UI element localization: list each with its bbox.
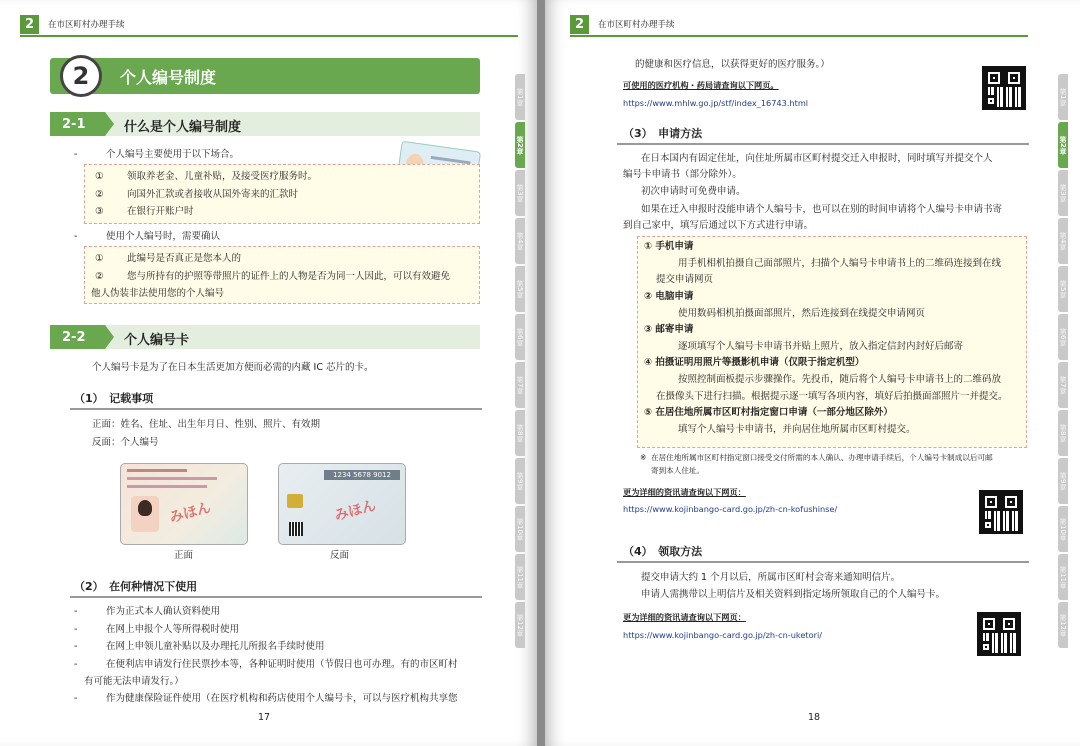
item-text: 领取养老金、儿童补贴，及接受医疗服务时。 bbox=[127, 171, 318, 182]
detail-heading: 更为详细的资讯请查询以下网页： bbox=[623, 612, 746, 622]
tab-label: 第5章 bbox=[516, 279, 524, 299]
bullet-dash: - bbox=[74, 623, 78, 635]
chapter-tab[interactable] bbox=[1058, 410, 1068, 456]
card-number: 1234 5678 9012 bbox=[324, 470, 400, 480]
back-description: 反面：个人编号 bbox=[92, 437, 159, 448]
section-number: 2-1 bbox=[50, 112, 105, 136]
paragraph-continuation: 的健康和医疗信息，以获得更好的医疗服务。） bbox=[635, 59, 830, 70]
list-item bbox=[74, 638, 494, 656]
tab-label: 第10章 bbox=[516, 517, 524, 541]
chapter-tab[interactable] bbox=[515, 218, 525, 264]
tab-label: 第1章 bbox=[1059, 87, 1067, 107]
item-text: 在银行开账户时 bbox=[127, 206, 194, 218]
header-title: 在市区町村办理手续 bbox=[48, 20, 125, 30]
bullet-dash: - bbox=[74, 606, 78, 617]
tab-label: 第9章 bbox=[1059, 471, 1067, 491]
sample-stamp: みほん bbox=[167, 499, 213, 527]
tab-label: 第4章 bbox=[516, 231, 524, 251]
chapter-tabs bbox=[1058, 74, 1080, 650]
chapter-tab[interactable] bbox=[1058, 170, 1068, 216]
tab-label: 第6章 bbox=[516, 327, 524, 347]
section-arrow bbox=[105, 325, 114, 349]
subheading-3: （3） 申请方法 bbox=[623, 127, 703, 140]
tab-label: 第11章 bbox=[1059, 565, 1067, 589]
subheading-4: （4） 领取方法 bbox=[623, 545, 703, 558]
situation-item: 作为健康保险证件使用（在医疗机构和药店使用个人编号卡，可以与医疗机构共享您 bbox=[106, 693, 458, 704]
section-number: 2-2 bbox=[50, 325, 105, 349]
paragraph: 在日本国内有固定住址，向住址所属市区町村提交迁入申报时，同时填写并提交个人 bbox=[641, 153, 993, 164]
chapter-tab[interactable] bbox=[1058, 506, 1068, 552]
chapter-tab[interactable] bbox=[515, 266, 525, 312]
method-description: 填写个人编号卡申请书，并向居住地所属市区町村提交。 bbox=[678, 423, 916, 435]
tab-label: 第3章 bbox=[1059, 183, 1067, 203]
check-continuation: 他人伪装非法使用您的个人编号 bbox=[91, 288, 225, 300]
method-description: 按照控制面板提示步骤操作。先投币，随后将个人编号卡申请书上的二维码放 bbox=[678, 374, 1002, 385]
situation-item: 在网上申领儿童补贴以及办理托儿所报名手续时使用 bbox=[106, 641, 325, 653]
note-line: 寄到本人住址。 bbox=[651, 465, 705, 475]
tab-label: 第12章 bbox=[1059, 613, 1067, 637]
left-page bbox=[0, 0, 537, 746]
chapter-tabs bbox=[515, 74, 537, 650]
section-arrow bbox=[105, 112, 114, 136]
section-2-2-heading bbox=[50, 325, 480, 349]
bullet-dash: - bbox=[74, 693, 78, 704]
checks-box bbox=[84, 246, 480, 304]
tab-label: 第2章 bbox=[1059, 135, 1067, 155]
chapter-tab[interactable] bbox=[515, 554, 525, 600]
chapter-number: 2 bbox=[60, 55, 102, 97]
method-description: 逐项填写个人编号卡申请书并贴上照片，放入指定信封内封好后邮寄 bbox=[678, 340, 964, 352]
list-item bbox=[95, 268, 479, 286]
chapter-tab[interactable] bbox=[515, 362, 525, 408]
method-description: 提交申请网页 bbox=[656, 274, 714, 286]
bullet-dash: - bbox=[74, 231, 78, 242]
note-text bbox=[651, 452, 1031, 478]
card-back-label: 反面 bbox=[330, 550, 350, 561]
chapter-tab[interactable] bbox=[515, 314, 525, 360]
front-description: 正面：姓名、住址、出生年月日、性别、照片、有效期 bbox=[92, 419, 321, 430]
note-mark: ※ bbox=[640, 453, 647, 462]
qr-code-icon bbox=[289, 522, 303, 536]
tab-label: 第9章 bbox=[516, 471, 524, 491]
method-heading: ⑤ 在居住地所属市区町村指定窗口申请（一部分地区除外） bbox=[644, 407, 893, 419]
tab-label: 第1章 bbox=[516, 87, 524, 107]
chapter-tab[interactable] bbox=[515, 122, 525, 168]
tab-label: 第7章 bbox=[1059, 375, 1067, 395]
subheading-1: （1） 记载事项 bbox=[74, 392, 154, 405]
header-rule bbox=[20, 35, 518, 37]
chapter-tab[interactable] bbox=[1058, 314, 1068, 360]
situation-item: 在便利店申请发行住民票抄本等，各种证明时使用（节假日也可办理。有的市区町村 bbox=[106, 658, 458, 670]
url-link-2[interactable]: https://www.kojinbango-card.go.jp/zh-cn-uketori/ bbox=[623, 630, 823, 640]
method-heading: ③ 邮寄申请 bbox=[644, 324, 694, 336]
subheading-rule bbox=[70, 596, 482, 598]
page-header bbox=[570, 13, 675, 35]
chapter-tab[interactable] bbox=[515, 410, 525, 456]
methods-box bbox=[637, 236, 1027, 448]
situation-continuation: 有可能无法申请发行。） bbox=[84, 676, 184, 687]
item-number: ③ bbox=[95, 206, 104, 218]
sample-stamp: みほん bbox=[332, 497, 378, 525]
paragraph: 初次申请时可免费申请。 bbox=[641, 186, 746, 197]
tab-label: 第8章 bbox=[1059, 423, 1067, 443]
page-number: 18 bbox=[808, 712, 821, 723]
note-line: 在居住地所属市区町村指定窗口接受交付所需的本人确认、办理申请手续后，个人编号卡制成以后可邮 bbox=[651, 453, 993, 462]
tab-label: 第5章 bbox=[1059, 279, 1067, 299]
card-back-image bbox=[278, 463, 406, 545]
chapter-badge: 2 bbox=[570, 15, 589, 34]
subheading-2: （2） 在何种情况下使用 bbox=[74, 580, 198, 593]
header-rule bbox=[570, 35, 1028, 37]
chapter-tab[interactable] bbox=[1058, 602, 1068, 648]
item-text: 向国外汇款或者接收从国外寄来的汇款时 bbox=[127, 188, 299, 200]
chapter-tab[interactable] bbox=[1058, 458, 1068, 504]
section-2-1-heading bbox=[50, 112, 480, 136]
bullet-dash: - bbox=[74, 658, 78, 670]
tab-label: 第7章 bbox=[516, 375, 524, 395]
qr-code-icon bbox=[979, 490, 1023, 534]
url-link-1[interactable]: https://www.kojinbango-card.go.jp/zh-cn-kofushinse/ bbox=[623, 504, 838, 514]
subheading-rule bbox=[70, 408, 482, 410]
item-number: ① bbox=[95, 171, 104, 182]
card-photo bbox=[131, 496, 159, 532]
item-number: ② bbox=[95, 188, 104, 200]
section-title: 什么是个人编号制度 bbox=[124, 120, 242, 135]
item-number: ① bbox=[95, 253, 104, 264]
tab-label: 第2章 bbox=[516, 135, 524, 155]
item-number: ② bbox=[95, 270, 104, 282]
method-description: 用手机相机拍摄自己面部照片，扫描个人编号卡申请书上的二维码连接到在线 bbox=[678, 257, 1002, 269]
list-item bbox=[95, 250, 479, 268]
situation-item: 作为正式本人确认资料使用 bbox=[106, 606, 221, 617]
method-heading: ② 电脑申请 bbox=[644, 290, 694, 302]
card-front-label: 正面 bbox=[174, 550, 194, 561]
chapter-tab[interactable] bbox=[1058, 218, 1068, 264]
chapter-banner bbox=[50, 58, 480, 94]
list-item bbox=[74, 603, 494, 621]
list-item bbox=[74, 621, 494, 639]
method-description: 在摄像头下进行扫描。根据提示逐一填写各项内容，填好后拍摄面部照片一并提交。 bbox=[656, 390, 1008, 402]
tab-label: 第4章 bbox=[1059, 231, 1067, 251]
med-url-link[interactable]: https://www.mhlw.go.jp/stf/index_16743.html bbox=[623, 98, 809, 108]
right-page bbox=[545, 0, 1080, 746]
tab-label: 第11章 bbox=[516, 565, 524, 589]
method-description: 使用数码相机拍摄面部照片，然后连接到在线提交申请网页 bbox=[678, 307, 926, 319]
card-front-image bbox=[120, 463, 248, 545]
paragraph: 如果在迁入申报时没能申请个人编号卡，也可以在别的时间申请将个人编号卡申请书寄 bbox=[641, 204, 1003, 215]
list-item bbox=[95, 168, 479, 186]
section-title: 个人编号卡 bbox=[124, 333, 190, 348]
item-text: 此编号是否真正是您本人的 bbox=[127, 253, 242, 264]
page-header bbox=[20, 13, 125, 35]
chapter-tab[interactable] bbox=[1058, 74, 1068, 120]
subheading-rule bbox=[617, 561, 1029, 563]
chapter-tab[interactable] bbox=[515, 458, 525, 504]
med-link-heading: 可使用的医疗机构・药局请查询以下网页。 bbox=[623, 80, 779, 90]
chapter-title: 个人编号制度 bbox=[120, 68, 217, 87]
card-intro: 个人编号卡是为了在日本生活更加方便而必需的内藏 IC 芯片的卡。 bbox=[92, 362, 374, 373]
method-heading: ④ 拍摄证明用照片等摄影机申请（仅限于指定机型） bbox=[644, 357, 865, 369]
chapter-badge: 2 bbox=[20, 15, 39, 34]
paragraph: 使用个人编号时，需要确认 bbox=[106, 231, 221, 242]
tab-label: 第12章 bbox=[516, 613, 524, 637]
bullet-dash: - bbox=[74, 149, 78, 160]
paragraph: 申请人需携带以上明信片及相关资料到指定场所领取自己的个人编号卡。 bbox=[641, 589, 946, 600]
detail-heading: 更为详细的资讯请查询以下网页： bbox=[623, 487, 746, 497]
list-item bbox=[95, 186, 479, 204]
chapter-tab[interactable] bbox=[515, 506, 525, 552]
method-heading: ① 手机申请 bbox=[644, 241, 694, 252]
uses-box bbox=[84, 164, 480, 224]
list-item bbox=[95, 203, 479, 221]
paragraph: 个人编号主要使用于以下场合。 bbox=[106, 149, 240, 160]
qr-code-icon bbox=[982, 66, 1026, 110]
page-number: 17 bbox=[258, 712, 271, 723]
list-item bbox=[74, 656, 494, 674]
qr-code-icon bbox=[977, 612, 1021, 656]
tab-label: 第10章 bbox=[1059, 517, 1067, 541]
tab-label: 第6章 bbox=[1059, 327, 1067, 347]
chapter-tab[interactable] bbox=[515, 602, 525, 648]
paragraph: 提交申请大约 1 个月以后，所属市区町村会寄来通知明信片。 bbox=[641, 572, 901, 583]
chapter-tab[interactable] bbox=[1058, 554, 1068, 600]
header-title: 在市区町村办理手续 bbox=[598, 20, 675, 30]
chapter-tab[interactable] bbox=[515, 74, 525, 120]
chapter-tab[interactable] bbox=[515, 170, 525, 216]
chapter-tab[interactable] bbox=[1058, 266, 1068, 312]
bullet-dash: - bbox=[74, 641, 78, 653]
paragraph: 编号卡申请书（部分除外）。 bbox=[623, 169, 742, 180]
ic-chip-icon bbox=[287, 494, 303, 508]
paragraph: 到自己家中，填写后通过以下方式进行申请。 bbox=[623, 220, 814, 231]
chapter-tab[interactable] bbox=[1058, 362, 1068, 408]
item-text: 您与所持有的护照等带照片的证件上的人物是否为同一人因此，可以有效避免 bbox=[127, 270, 451, 282]
chapter-tab[interactable] bbox=[1058, 122, 1068, 168]
situation-item: 在网上申报个人等所得税时使用 bbox=[106, 623, 240, 635]
tab-label: 第3章 bbox=[516, 183, 524, 203]
subheading-rule bbox=[617, 143, 1029, 145]
tab-label: 第8章 bbox=[516, 423, 524, 443]
